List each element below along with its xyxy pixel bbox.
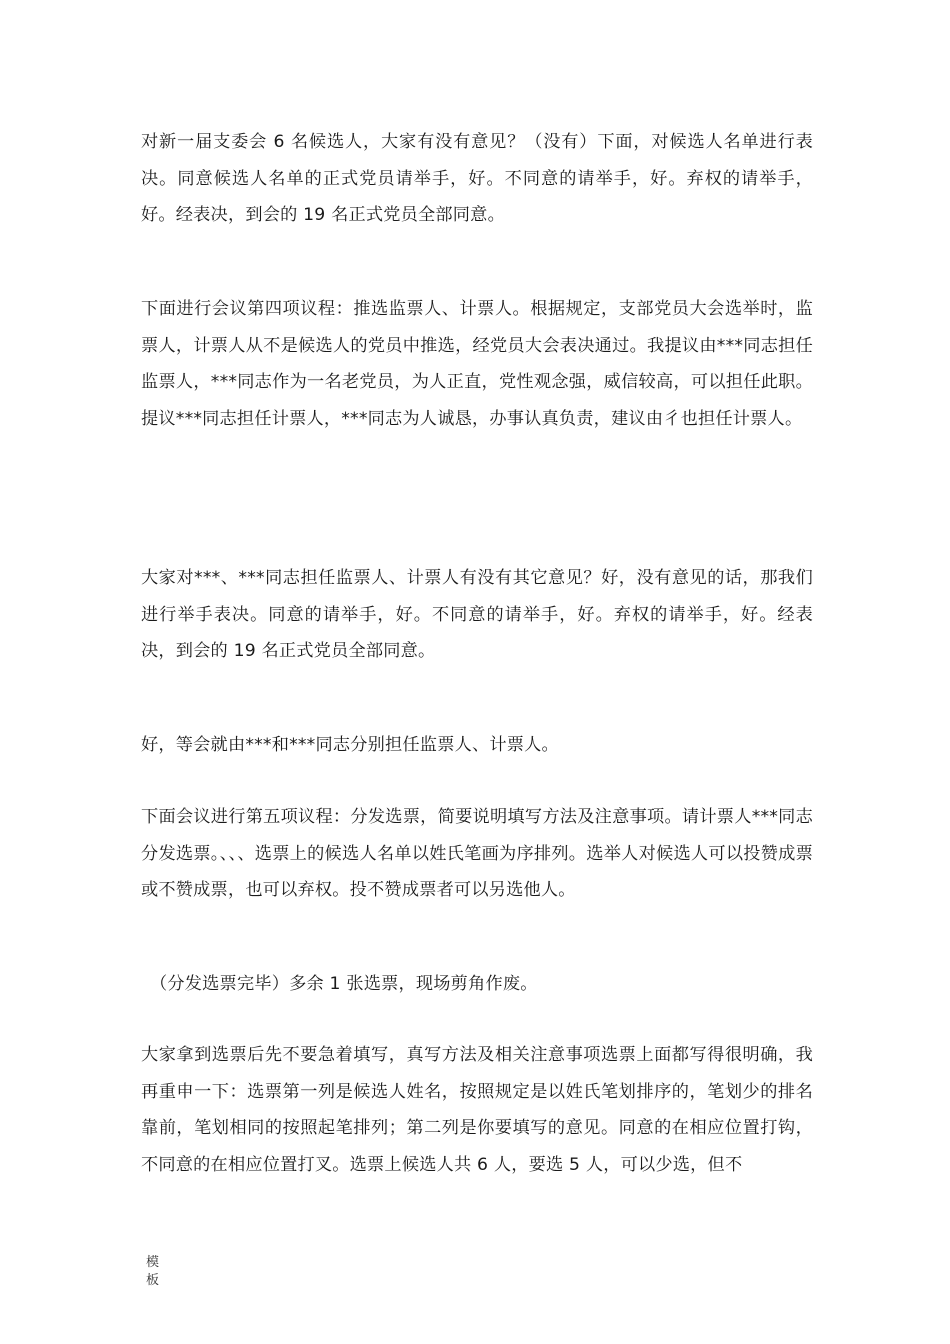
paragraph-scrutineer-confirm: 好，等会就由***和***同志分别担任监票人、计票人。 — [141, 735, 559, 755]
paragraph-ballot-instructions: 大家拿到选票后先不要急着填写，真写方法及相关注意事项选票上面都写得很明确，我再重申一下：选票第一列是候选人姓名，按照规定是以姓氏笔划排序的，笔划少的排名靠前，笔划相同的按照起笔排列；第二列是你要填写的意见。同意的在相应位置打钩，不同意的在相应位置打叉。选票上候选人共 6 人，要选 5 人，可以少选，但不 — [141, 1045, 813, 1175]
paragraph-agenda-item-five: 下面会议进行第五项议程：分发选票，简要说明填写方法及注意事项。请计票人***同志分发选票。、、、选票上的候选人名单以姓氏笔画为序排列。选举人对候选人可以投赞成票或不赞成票，也可以弃权。投不赞成票者可以另选他人。 — [141, 807, 813, 900]
paragraph-scrutineer-vote: 大家对***、***同志担任监票人、计票人有没有其它意见？好，没有意见的话，那我们进行举手表决。同意的请举手，好。不同意的请举手，好。弃权的请举手，好。经表决，到会的 19 名正式党员全部同意。 — [141, 568, 813, 661]
paragraph-candidate-vote: 对新一届支委会 6 名候选人，大家有没有意见？（没有）下面，对候选人名单进行表决。同意候选人名单的正式党员请举手，好。不同意的请举手，好。弃权的请举手，好。经表决，到会的 19 名正式党员全部同意。 — [141, 132, 813, 225]
paragraph-agenda-item-four: 下面进行会议第四项议程：推选监票人、计票人。根据规定，支部党员大会选举时，监票人，计票人从不是候选人的党员中推选，经党员大会表决通过。我提议由***同志担任监票人，***同志作为一名老党员，为人正直，党性观念强，威信较高，可以担任此职。提议***同志担任计票人，***同志为人诚恳，办事认真负责，建议由彳也担任计票人。 — [141, 299, 813, 429]
paragraph-ballot-distribution: （分发选票完毕）多余 1 张选票，现场剪角作废。 — [150, 974, 538, 994]
footer-label: 模板 — [146, 1255, 160, 1288]
